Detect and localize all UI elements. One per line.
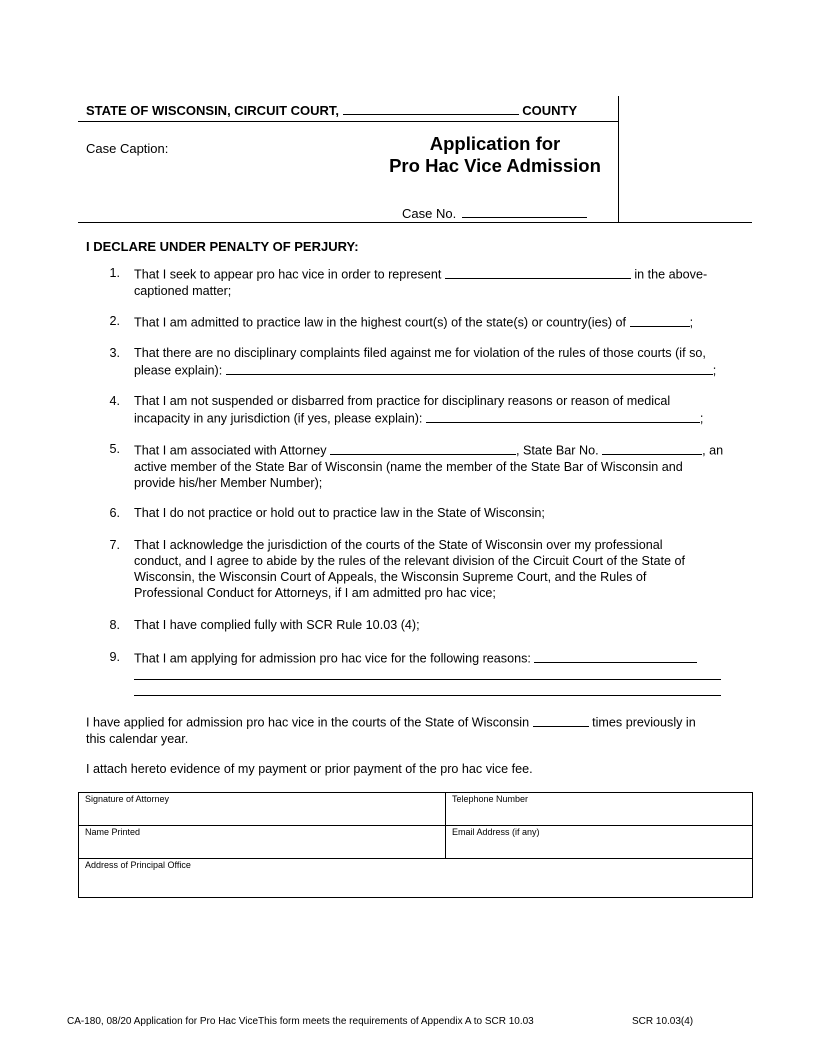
header-top-rule [78, 121, 619, 122]
case-no-label: Case No. [402, 206, 457, 221]
item-number: 5. [109, 442, 120, 456]
reasons-field-line-1[interactable] [534, 649, 697, 663]
previous-applications [86, 713, 746, 747]
list-item [134, 537, 744, 601]
reasons-field-line-2[interactable] [134, 679, 721, 680]
name-printed-field[interactable] [79, 826, 445, 858]
disciplinary-explanation-field[interactable] [226, 361, 713, 375]
state-bar-number-field[interactable] [602, 441, 702, 455]
court-line [86, 101, 577, 118]
case-no-field[interactable] [462, 204, 587, 218]
item-number: 6. [109, 506, 120, 520]
suspension-explanation-field[interactable] [426, 409, 700, 423]
item-7-text-d: Professional Conduct for Attorneys, if I am admitted pro hac vice; [134, 586, 496, 600]
item-1-text-c: captioned matter; [134, 283, 232, 298]
associated-attorney-field[interactable] [330, 441, 516, 455]
item-7-text-c: Wisconsin, the Wisconsin Court of Appeals, the Wisconsin Supreme Court, and the Rules of [134, 570, 647, 584]
footer-form-id: CA-180, 08/20 Application for Pro Hac Vice [67, 1016, 259, 1027]
item-5-text-e: provide his/her Member Number); [134, 475, 323, 490]
item-5-text-c: , an [702, 443, 724, 458]
footer [67, 1016, 534, 1027]
email-field[interactable] [446, 826, 752, 858]
item-1-text-b: in the above- [634, 267, 708, 282]
county-name-field[interactable] [343, 101, 519, 115]
list-item [134, 345, 744, 379]
item-number: 3. [109, 346, 120, 360]
list-item: That I do not practice or hold out to practice law in the State of Wisconsin; [134, 506, 545, 520]
item-9-text: That I am applying for admission pro hac vice for the following reasons: [134, 651, 531, 666]
list-item [134, 393, 744, 427]
item-number: 7. [109, 538, 120, 552]
item-5-text-b: , State Bar No. [516, 443, 599, 458]
previous-text: I have applied for admission pro hac vice in the courts of the State of Wisconsin [86, 715, 530, 730]
list-item [134, 313, 744, 331]
item-number: 9. [109, 650, 120, 664]
item-2-text: That I am admitted to practice law in the highest court(s) of the state(s) or country(ies) of [134, 315, 627, 330]
court-prefix: STATE OF WISCONSIN, CIRCUIT COURT, [86, 103, 340, 118]
item-number: 4. [109, 394, 120, 408]
address-field[interactable] [79, 859, 752, 897]
fee-statement: I attach hereto evidence of my payment or prior payment of the pro hac vice fee. [86, 762, 533, 776]
previous-text-c: this calendar year. [86, 731, 189, 746]
item-4-text: That I am not suspended or disbarred from practice for disciplinary reasons or reason of medical [134, 394, 671, 408]
signature-table [78, 792, 753, 898]
item-number: 2. [109, 314, 120, 328]
declaration-heading: I DECLARE UNDER PENALTY OF PERJURY: [86, 239, 359, 254]
list-item [134, 441, 744, 491]
item-5-text-d: active member of the State Bar of Wisconsin (name the member of the State Bar of Wisconsin and [134, 459, 683, 474]
admitted-jurisdictions-field[interactable] [630, 313, 690, 327]
item-3-text: That there are no disciplinary complaints filed against me for violation of the rules of those courts (if so, [134, 346, 706, 360]
title-line-1: Application for [429, 133, 561, 154]
item-3-punct: ; [712, 363, 717, 378]
item-4-text-b: incapacity in any jurisdiction (if yes, please explain): [134, 411, 423, 426]
item-7-text: That I acknowledge the jurisdiction of the courts of the State of Wisconsin over my professional [134, 538, 663, 552]
item-number: 1. [109, 266, 120, 280]
list-item [134, 649, 744, 667]
item-2-punct: ; [689, 315, 694, 330]
previous-text-b: times previously in [592, 715, 696, 730]
address-label: Address of Principal Office [85, 860, 191, 870]
telephone-field[interactable] [446, 793, 752, 825]
case-caption-label: Case Caption: [86, 141, 169, 156]
list-item [134, 265, 744, 299]
represented-party-field[interactable] [445, 265, 631, 279]
list-item: That I have complied fully with SCR Rule 10.03 (4); [134, 618, 420, 632]
telephone-label: Telephone Number [452, 794, 529, 804]
reasons-field-line-3[interactable] [134, 695, 721, 696]
header-bottom-rule [78, 222, 752, 223]
signature-label: Signature of Attorney [85, 794, 170, 804]
signature-field[interactable] [79, 793, 445, 825]
item-number: 8. [109, 618, 120, 632]
times-previously-field[interactable] [533, 713, 589, 727]
case-no-line [402, 204, 587, 221]
page-title [370, 133, 620, 177]
county-label: COUNTY [522, 103, 578, 118]
name-printed-label: Name Printed [85, 827, 141, 837]
item-3-text-b: please explain): [134, 363, 223, 378]
footer-note: This form meets the requirements of Appendix A to SCR 10.03 [258, 1016, 534, 1027]
item-7-text-b: conduct, and I agree to abide by the rules of the relevant division of the Circuit Court of the State of [134, 554, 685, 568]
item-5-text: That I am associated with Attorney [134, 443, 327, 458]
footer-rule: SCR 10.03(4) [632, 1016, 694, 1027]
email-label: Email Address (if any) [452, 827, 540, 837]
item-4-punct: ; [699, 411, 704, 426]
item-1-text: That I seek to appear pro hac vice in order to represent [134, 267, 442, 282]
title-line-2: Pro Hac Vice Admission [389, 155, 601, 176]
